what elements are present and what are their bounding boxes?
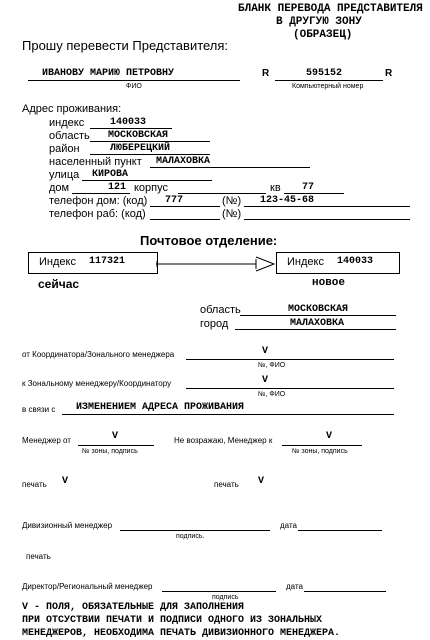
- post-region-line: [240, 315, 396, 316]
- r-suffix: R: [385, 68, 393, 79]
- current-caption: сейчас: [38, 277, 80, 291]
- home-phone-label: телефон дом: (код): [49, 195, 148, 207]
- division-manager-label: Дивизионный менеджер: [22, 521, 113, 530]
- post-city-value: МАЛАХОВКА: [290, 318, 345, 329]
- index-label: индекс: [49, 117, 85, 129]
- work-num-line: [244, 219, 410, 220]
- flat-line: [284, 193, 344, 194]
- street-value: КИРОВА: [92, 169, 129, 180]
- house-label: дом: [49, 182, 70, 194]
- region-label: область: [49, 130, 90, 142]
- from-line: [186, 359, 394, 360]
- from-caption: №, ФИО: [258, 362, 286, 369]
- form-title-line1: БЛАНК ПЕРЕВОДА ПРЕДСТАВИТЕЛЯ: [238, 3, 423, 15]
- manager-to-mark: V: [326, 431, 333, 442]
- director-signature-caption: подпись: [212, 594, 239, 601]
- request-label: Прошу перевести Представителя:: [22, 38, 229, 53]
- division-date-label: дата: [280, 521, 297, 530]
- work-phone-label: телефон раб: (код): [49, 208, 146, 220]
- stamp-mark-left: V: [62, 476, 69, 487]
- manager-from-mark: V: [112, 431, 119, 442]
- new-caption: новое: [312, 277, 346, 289]
- to-label: к Зональному менеджеру/Координатору: [22, 379, 172, 388]
- post-region-value: МОСКОВСКАЯ: [288, 304, 349, 315]
- home-num-line: [244, 206, 410, 207]
- to-caption: №, ФИО: [258, 391, 286, 398]
- manager-to-caption: № зоны, подпись: [292, 448, 348, 455]
- locality-value: МАЛАХОВКА: [156, 156, 211, 167]
- home-phone-num-value: 123-45-68: [260, 195, 315, 206]
- current-index-value: 117321: [89, 256, 126, 267]
- from-mark: V: [262, 346, 269, 357]
- arrow-icon: [156, 254, 276, 274]
- house-line: [72, 193, 130, 194]
- stamp-mark-right: V: [258, 476, 265, 487]
- manager-to-line: [282, 445, 362, 446]
- to-line: [186, 388, 394, 389]
- address-heading: Адрес проживания:: [22, 103, 122, 115]
- representative-name-value: ИВАНОВУ МАРИЮ ПЕТРОВНУ: [42, 68, 175, 79]
- director-date-label: дата: [286, 582, 303, 591]
- region-line: [90, 141, 210, 142]
- manager-from-line: [78, 445, 154, 446]
- manager-from-label: Менеджер от: [22, 436, 71, 445]
- flat-value: 77: [302, 182, 315, 193]
- reason-line: [62, 414, 394, 415]
- home-phone-code-value: 777: [165, 195, 184, 206]
- computer-number-value: 595152: [306, 68, 343, 79]
- index-value: 140033: [110, 117, 147, 128]
- flat-label: кв: [270, 182, 281, 194]
- locality-label: населенный пункт: [49, 156, 142, 168]
- name-caption: ФИО: [126, 83, 142, 90]
- home-code-line: [150, 206, 220, 207]
- work-phone-num-label: (№): [222, 208, 242, 220]
- locality-line: [150, 167, 310, 168]
- post-city-line: [235, 329, 396, 330]
- no-objection-label: Не возражаю, Менеджер к: [174, 436, 273, 445]
- director-label: Директор/Региональный менеджер: [22, 582, 153, 591]
- new-index-box: [276, 252, 400, 274]
- r-prefix: R: [262, 68, 270, 79]
- reason-value: ИЗМЕНЕНИЕМ АДРЕСА ПРОЖИВАНИЯ: [76, 402, 245, 413]
- director-signature-line: [162, 591, 276, 592]
- footer-line1: V - ПОЛЯ, ОБЯЗАТЕЛЬНЫЕ ДЛЯ ЗАПОЛНЕНИЯ: [22, 602, 245, 613]
- house-value: 121: [108, 182, 127, 193]
- footer-line3: МЕНЕДЖЕРОВ, НЕОБХОДИМА ПЕЧАТЬ ДИВИЗИОННОГО МЕНЕДЖЕРА.: [22, 628, 341, 639]
- post-office-heading: Почтовое отделение:: [140, 233, 278, 248]
- work-code-line: [150, 219, 220, 220]
- name-field-line: [28, 80, 240, 81]
- district-value: ЛЮБЕРЕЦКИЙ: [110, 143, 171, 154]
- post-city-label: город: [200, 318, 229, 330]
- street-line: [82, 180, 212, 181]
- number-field-line: [275, 80, 383, 81]
- number-caption: Компьютерный номер: [292, 83, 364, 90]
- building-line: [178, 193, 266, 194]
- footer-line2: ПРИ ОТСУСТВИИ ПЕЧАТИ И ПОДПИСИ ОДНОГО ИЗ ЗОНАЛЬНЫХ: [22, 615, 323, 626]
- director-date-line: [304, 591, 386, 592]
- current-index-label: Индекс: [39, 256, 76, 268]
- division-signature-line: [120, 530, 270, 531]
- form-title-line2: В ДРУГУЮ ЗОНУ: [276, 16, 362, 28]
- current-index-box: [28, 252, 158, 274]
- post-region-label: область: [200, 304, 241, 316]
- stamp-label-right: печать: [214, 480, 239, 489]
- region-value: МОСКОВСКАЯ: [108, 130, 169, 141]
- stamp-label-left: печать: [22, 480, 47, 489]
- home-phone-num-label: (№): [222, 195, 242, 207]
- reason-label: в связи с: [22, 405, 56, 414]
- from-label: от Координатора/Зонального менеджера: [22, 350, 175, 359]
- district-label: район: [49, 143, 80, 155]
- division-stamp-label: печать: [26, 552, 51, 561]
- district-line: [90, 154, 210, 155]
- new-index-label: Индекс: [287, 256, 324, 268]
- street-label: улица: [49, 169, 80, 181]
- building-label: корпус: [134, 182, 169, 194]
- division-signature-caption: подпись.: [176, 533, 205, 540]
- manager-from-caption: № зоны, подпись: [82, 448, 138, 455]
- index-line: [90, 128, 172, 129]
- to-mark: V: [262, 375, 269, 386]
- division-date-line: [298, 530, 382, 531]
- new-index-value: 140033: [337, 256, 374, 267]
- form-title-line3: (ОБРАЗЕЦ): [293, 29, 353, 41]
